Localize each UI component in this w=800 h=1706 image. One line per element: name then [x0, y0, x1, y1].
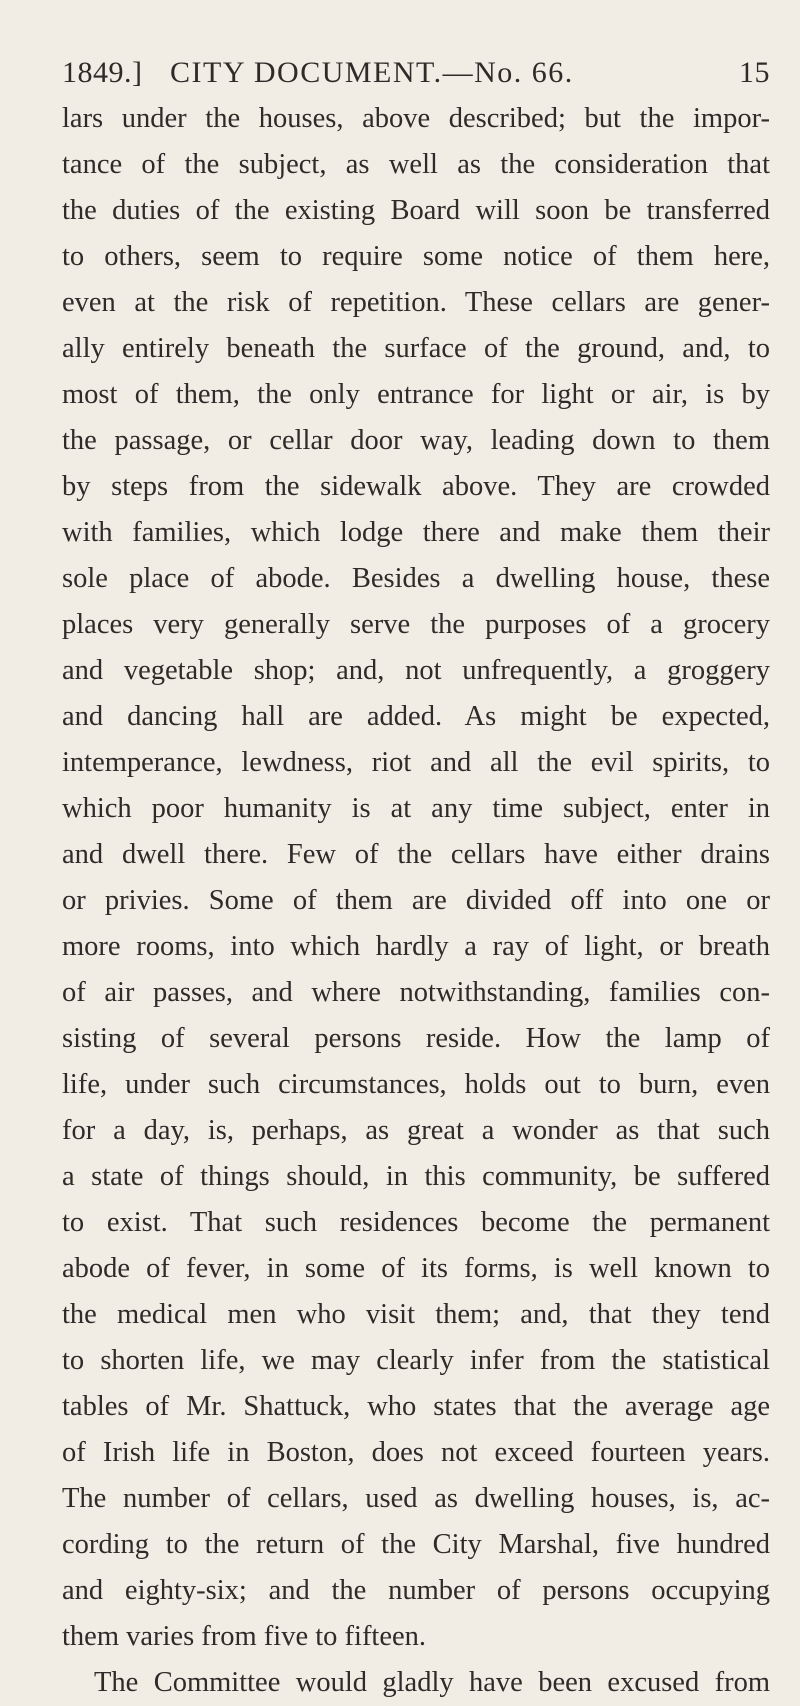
text-line: ally entirely beneath the surface of the ground, and, to: [62, 333, 770, 364]
text-line: for a day, is, perhaps, as great a wonder as that such: [62, 1115, 770, 1146]
text-line: and dwell there. Few of the cellars have either drains: [62, 839, 770, 870]
text-line: with families, which lodge there and make them their: [62, 517, 770, 548]
text-line: more rooms, into which hardly a ray of light, or breath: [62, 931, 770, 962]
text-line: tables of Mr. Shattuck, who states that the average age: [62, 1391, 770, 1422]
text-line: which poor humanity is at any time subject, enter in: [62, 793, 770, 824]
text-line: by steps from the sidewalk above. They are crowded: [62, 471, 770, 502]
header-title: CITY DOCUMENT.—No. 66.: [170, 56, 574, 89]
text-line: life, under such circumstances, holds out to burn, even: [62, 1069, 770, 1100]
text-line: cording to the return of the City Marshal, five hundred: [62, 1529, 770, 1560]
text-line: and dancing hall are added. As might be expected,: [62, 701, 770, 732]
text-line: the medical men who visit them; and, that they tend: [62, 1299, 770, 1330]
header-year: 1849.]: [62, 56, 143, 89]
text-line: to exist. That such residences become the permanent: [62, 1207, 770, 1238]
text-line: to others, seem to require some notice of them here,: [62, 241, 770, 272]
text-line: most of them, the only entrance for light or air, is by: [62, 379, 770, 410]
text-line: even at the risk of repetition. These cellars are gener-: [62, 287, 770, 318]
text-line: sisting of several persons reside. How the lamp of: [62, 1023, 770, 1054]
text-line: places very generally serve the purposes of a grocery: [62, 609, 770, 640]
running-head: [62, 56, 770, 96]
text-line: abode of fever, in some of its forms, is well known to: [62, 1253, 770, 1284]
text-line: to shorten life, we may clearly infer from the statistical: [62, 1345, 770, 1376]
text-line: and vegetable shop; and, not unfrequently, a groggery: [62, 655, 770, 686]
text-line: The number of cellars, used as dwelling houses, is, ac-: [62, 1483, 770, 1514]
text-line: a state of things should, in this community, be suffered: [62, 1161, 770, 1192]
text-line: or privies. Some of them are divided off into one or: [62, 885, 770, 916]
page-number: 15: [739, 56, 770, 89]
body-text: [62, 96, 770, 1706]
text-line: sole place of abode. Besides a dwelling house, these: [62, 563, 770, 594]
text-line: of Irish life in Boston, does not exceed fourteen years.: [62, 1437, 770, 1468]
text-line: the duties of the existing Board will soon be transferred: [62, 195, 770, 226]
text-line: lars under the houses, above described; but the impor-: [62, 103, 770, 134]
text-line: intemperance, lewdness, riot and all the evil spirits, to: [62, 747, 770, 778]
text-line: of air passes, and where notwithstanding, families con-: [62, 977, 770, 1008]
paragraph-end-line: them varies from five to fifteen.: [62, 1621, 427, 1652]
text-line: tance of the subject, as well as the consideration that: [62, 149, 770, 180]
text-line: the passage, or cellar door way, leading down to them: [62, 425, 770, 456]
text-line: and eighty-six; and the number of persons occupying: [62, 1575, 770, 1606]
paragraph-start-line: The Committee would gladly have been excused from: [94, 1667, 770, 1698]
